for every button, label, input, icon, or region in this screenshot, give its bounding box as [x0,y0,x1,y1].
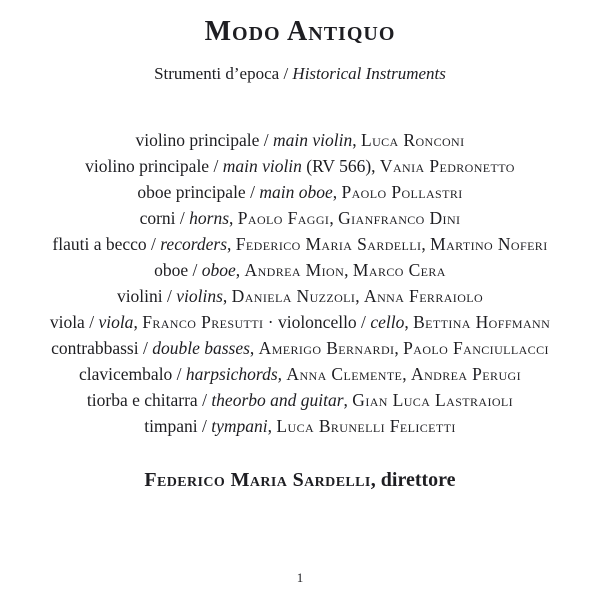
page-number: 1 [296,570,304,585]
text-segment: Andrea Mion [244,260,345,280]
text-segment: tiorba e chitarra / [86,390,212,410]
text-segment: , [404,312,414,332]
text-segment: Gian Luca Lastraioli [352,390,514,410]
text-segment: , [332,182,342,202]
text-segment: Luca Brunelli Felicetti [276,416,456,436]
text-segment: violins [176,286,223,306]
text-segment: Luca Ronconi [360,130,465,150]
text-segment: Franco Presutti [142,312,264,332]
text-segment: viola / [49,312,99,332]
text-segment: , [229,208,238,228]
text-segment: timpani / [144,416,212,436]
text-segment: violino principale / [135,130,273,150]
text-segment: theorbo and guitar [211,390,344,410]
text-segment: clavicembalo / [79,364,186,384]
text-segment: viola [98,312,134,332]
text-segment: Paolo Faggi [237,208,330,228]
text-segment: Strumenti d’epoca / [154,64,293,83]
text-segment: main violin [273,130,353,150]
text-segment: , [267,416,277,436]
text-segment: , [394,338,404,358]
text-segment: Vania Pedronetto [379,156,515,176]
roster-line [0,179,600,205]
roster-line [0,335,600,361]
text-segment: Bettina Hoffmann [413,312,551,332]
text-segment: Paolo Fanciullacci [403,338,549,358]
text-segment: , [421,234,431,254]
text-segment: harpsichords, [185,364,283,384]
roster-line [0,257,600,283]
text-segment: violini / [116,286,177,306]
text-segment: Anna Ferraiolo [364,286,484,306]
text-segment: , [352,130,361,150]
roster-line [0,387,600,413]
text-segment: recorders [160,234,228,254]
text-segment: , [329,208,339,228]
text-segment: · violoncello / [263,312,371,332]
text-segment: , [402,364,412,384]
text-segment: Historical Instruments [292,64,446,83]
text-segment: oboe [201,260,236,280]
text-segment: Marco Cera [352,260,446,280]
text-segment: Andrea Perugi [411,364,521,384]
text-segment: Paolo Pollastri [341,182,463,202]
text-segment: Anna Clemente [286,364,403,384]
text-segment: cello [370,312,405,332]
text-segment: Federico Maria Sardelli [235,234,422,254]
director-line [0,468,600,492]
page-title: Modo Antiquo [204,16,396,47]
roster-line [0,205,600,231]
roster-line [0,309,600,335]
text-segment: , [343,390,353,410]
text-segment: , [235,260,245,280]
text-segment: Amerigo Bernardi [258,338,395,358]
roster-line [0,413,600,439]
roster-line [0,231,600,257]
text-segment: main violin [222,156,302,176]
roster-line [0,127,600,153]
page-subtitle [0,63,600,85]
roster-list [0,127,600,439]
text-segment: , [355,286,365,306]
text-segment: oboe principale / [137,182,260,202]
text-segment: Martino Noferi [430,234,548,254]
text-segment: , [222,286,232,306]
text-segment: corni / [139,208,190,228]
text-segment: , [249,338,259,358]
text-segment: flauti a becco / [52,234,161,254]
text-segment: contrabbassi / [51,338,153,358]
text-segment: , [133,312,143,332]
roster-line [0,153,600,179]
text-segment: , [227,234,236,254]
text-segment: , direttore [370,469,456,491]
text-segment: (RV 566), [301,156,380,176]
text-segment: Federico Maria Sardelli [144,469,371,491]
text-segment: violino principale / [85,156,223,176]
text-segment: horns [189,208,230,228]
roster-line [0,361,600,387]
text-segment: oboe / [154,260,202,280]
text-segment: main oboe [259,182,333,202]
roster-line [0,283,600,309]
text-segment: , [344,260,353,280]
text-segment: double basses [152,338,250,358]
text-segment: Gianfranco Dini [338,208,461,228]
text-segment: Daniela Nuzzoli [231,286,356,306]
text-segment: tympani [211,416,268,436]
